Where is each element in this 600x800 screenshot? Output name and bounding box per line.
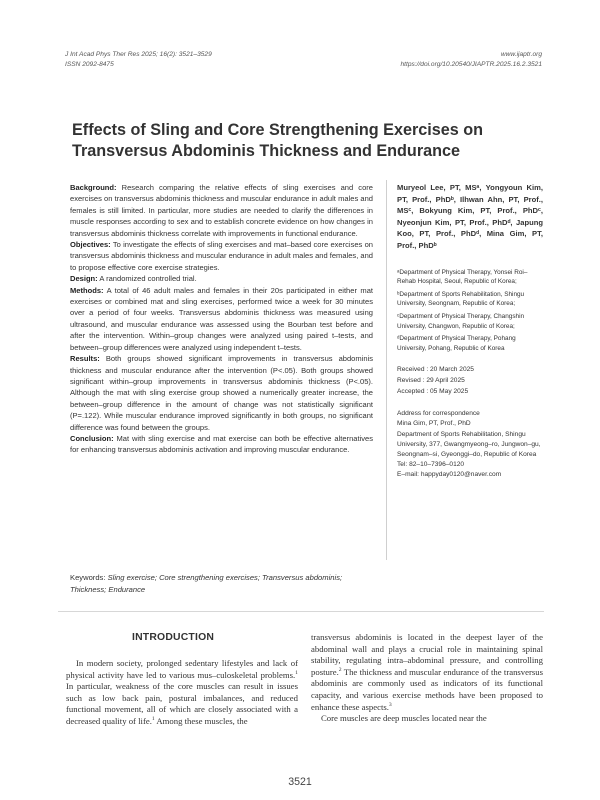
journal-website-link[interactable]: www.ijaptr.org <box>500 51 542 58</box>
citation-ref: 3 <box>388 701 392 708</box>
affiliations <box>397 268 543 354</box>
author-sidebar <box>397 182 543 481</box>
revised-date: Revised : 29 April 2025 <box>397 376 465 384</box>
doi-link[interactable]: https://doi.org/10.20540/JIAPTR.2025.16.2.3521 <box>400 61 542 68</box>
introduction-heading: INTRODUCTION <box>132 632 215 643</box>
affiliation-a: ᵃDepartment of Physical Therapy, Yonsei Roi–Rehab Hospital, Seoul, Republic of Korea; <box>397 268 528 286</box>
citation-ref: 2 <box>338 666 342 673</box>
received-date: Received : 20 March 2025 <box>397 366 474 374</box>
correspondence-email[interactable]: E–mail: happyday0120@naver.com <box>397 471 502 479</box>
journal-header <box>65 50 212 70</box>
keywords-label: Keywords: <box>70 573 106 582</box>
abstract-design <box>70 273 373 284</box>
article-dates <box>397 365 543 397</box>
methods-label: Methods: <box>70 285 104 295</box>
abstract-background <box>70 182 373 239</box>
design-text: A randomized controlled trial. <box>99 274 197 284</box>
intro-paragraph <box>66 658 298 728</box>
abstract-conclusion <box>70 433 373 456</box>
citation-ref: 1 <box>295 669 298 676</box>
correspondence <box>397 409 543 480</box>
affiliation-d: ᵈDepartment of Physical Therapy, Pohang University, Pohang, Republic of Korea <box>397 335 516 352</box>
abstract-methods <box>70 285 373 353</box>
correspondence-heading: Address for correspondence <box>397 410 480 418</box>
results-label: Results: <box>70 354 100 364</box>
results-text: Both groups showed significant improvements in transversus abdominis thickness and muscular endurance after the intervention (P<.05). Both groups showed significant within–group improvements in transversus abdominis thickness (P<.05). Although the mat with sling exercise group showed a numerically greater increase, the between–group difference in the amount of change was not statistically significant (P=.122). While muscular endurance improved significantly in both groups, no significant difference was found between the groups. <box>70 354 373 432</box>
keywords <box>70 572 380 595</box>
intro-text: transversus abdominis is located in the deepest layer of the abdominal wall and plays a crucial role in maintaining spinal stability, regulating intra–abdominal pressure, and controlling posture. <box>311 632 543 677</box>
correspondence-address: Department of Sports Rehabilitation, Shingu University, 377, Gwangmyeong–ro, Jungwon–gu, Seongnam–si, Gyeonggi–do, Republic of Korea <box>397 430 541 458</box>
introduction-left-column <box>66 658 298 728</box>
affiliation-b: ᵇDepartment of Sports Rehabilitation, Shingu University, Seongnam, Republic of Korea; <box>397 290 525 308</box>
intro-text: Among these muscles, the <box>154 715 248 726</box>
page-number: 3521 <box>288 776 312 788</box>
keywords-text: Sling exercise; Core strengthening exercises; Transversus abdominis; Thickness; Endurance <box>70 573 343 594</box>
conclusion-label: Conclusion: <box>70 433 114 443</box>
citation-ref: 1 <box>151 716 155 723</box>
affiliation-c: ᶜDepartment of Physical Therapy, Changshin University, Changwon, Republic of Korea; <box>397 312 525 330</box>
introduction-right-column <box>311 632 543 725</box>
methods-text: A total of 46 adult males and females in their 20s participated in either mat exercises or combined mat and sling exercises, performed twice a week for 30 minutes over a period of four weeks. Transversus abdominis thickness was measured using ultrasound, and muscular endurance was assessed using the Bourban test before and after the intervention. Within–group changes were analyzed using paired t–tests, and between–group differences were analyzed using independent t–tests. <box>70 285 373 352</box>
section-divider <box>58 611 544 612</box>
objectives-label: Objectives: <box>70 240 111 250</box>
objectives-text: To investigate the effects of sling exercises and mat–based core exercises on transversus abdominis thickness and muscular endurance in adult males and females, and to propose effective core exercise strategies. <box>70 240 373 272</box>
journal-issn: ISSN 2092-8475 <box>65 61 114 68</box>
conclusion-text: Mat with sling exercise and mat exercise can both be effective alternatives for enhancing transversus abdominis activation and improving muscular endurance. <box>70 433 373 455</box>
journal-links <box>401 50 543 70</box>
abstract <box>70 182 373 456</box>
abstract-results <box>70 353 373 433</box>
background-text: Research comparing the relative effects of sling exercises and core exercises on transversus abdominis thickness and muscular endurance in adult males and females is still limited. In particular, more studies are needed to clarify the differences in muscle responses according to sex and to establish concrete evidence on how changes in transversus abdominis thickness correlate with improvements in functional endurance. <box>70 183 373 238</box>
article-title: Effects of Sling and Core Strengthening Exercises on Transversus Abdominis Thickness and Endurance <box>72 121 484 160</box>
author-list: Muryeol Lee, PT, MSᵃ, Yongyoun Kim, PT, Prof., PhDᵇ, Ilhwan Ahn, PT, Prof., MSᶜ, Bokyung Kim, PT, Prof., PhDᶜ, Nyeonjun Kim, PT, Prof., PhDᵈ, Japung Koo, PT, Prof., PhDᵈ, Mina Gim, PT, Prof., PhDᵇ <box>397 183 543 250</box>
journal-citation: J Int Acad Phys Ther Res 2025; 16(2): 3521–3529 <box>65 51 212 58</box>
intro-paragraph: Core muscles are deep muscles located near the <box>321 713 487 724</box>
correspondence-tel: Tel: 82–10–7396–0120 <box>397 461 465 469</box>
column-divider <box>386 180 387 560</box>
background-label: Background: <box>70 183 117 192</box>
accepted-date: Accepted : 05 May 2025 <box>397 387 469 395</box>
intro-paragraph <box>311 632 543 713</box>
intro-text: The thickness and muscular endurance of the transversus abdominis are commonly used as indicators of its functional capacity, and various exercise methods have been proposed to enhance these aspects. <box>311 666 543 712</box>
intro-text: In modern society, prolonged sedentary lifestyles and lack of physical activity have led to various mus–culoskeletal problems. <box>66 658 298 680</box>
abstract-objectives <box>70 239 373 273</box>
design-label: Design: <box>70 274 98 284</box>
intro-text: In particular, weakness of the core muscles can result in issues such as low back pain, postural imbalances, and reduced functional movement, all of which are closely associated with a decreased quality of life. <box>66 681 298 726</box>
correspondence-name: Mina Gim, PT, Prof., PhD <box>397 420 471 428</box>
